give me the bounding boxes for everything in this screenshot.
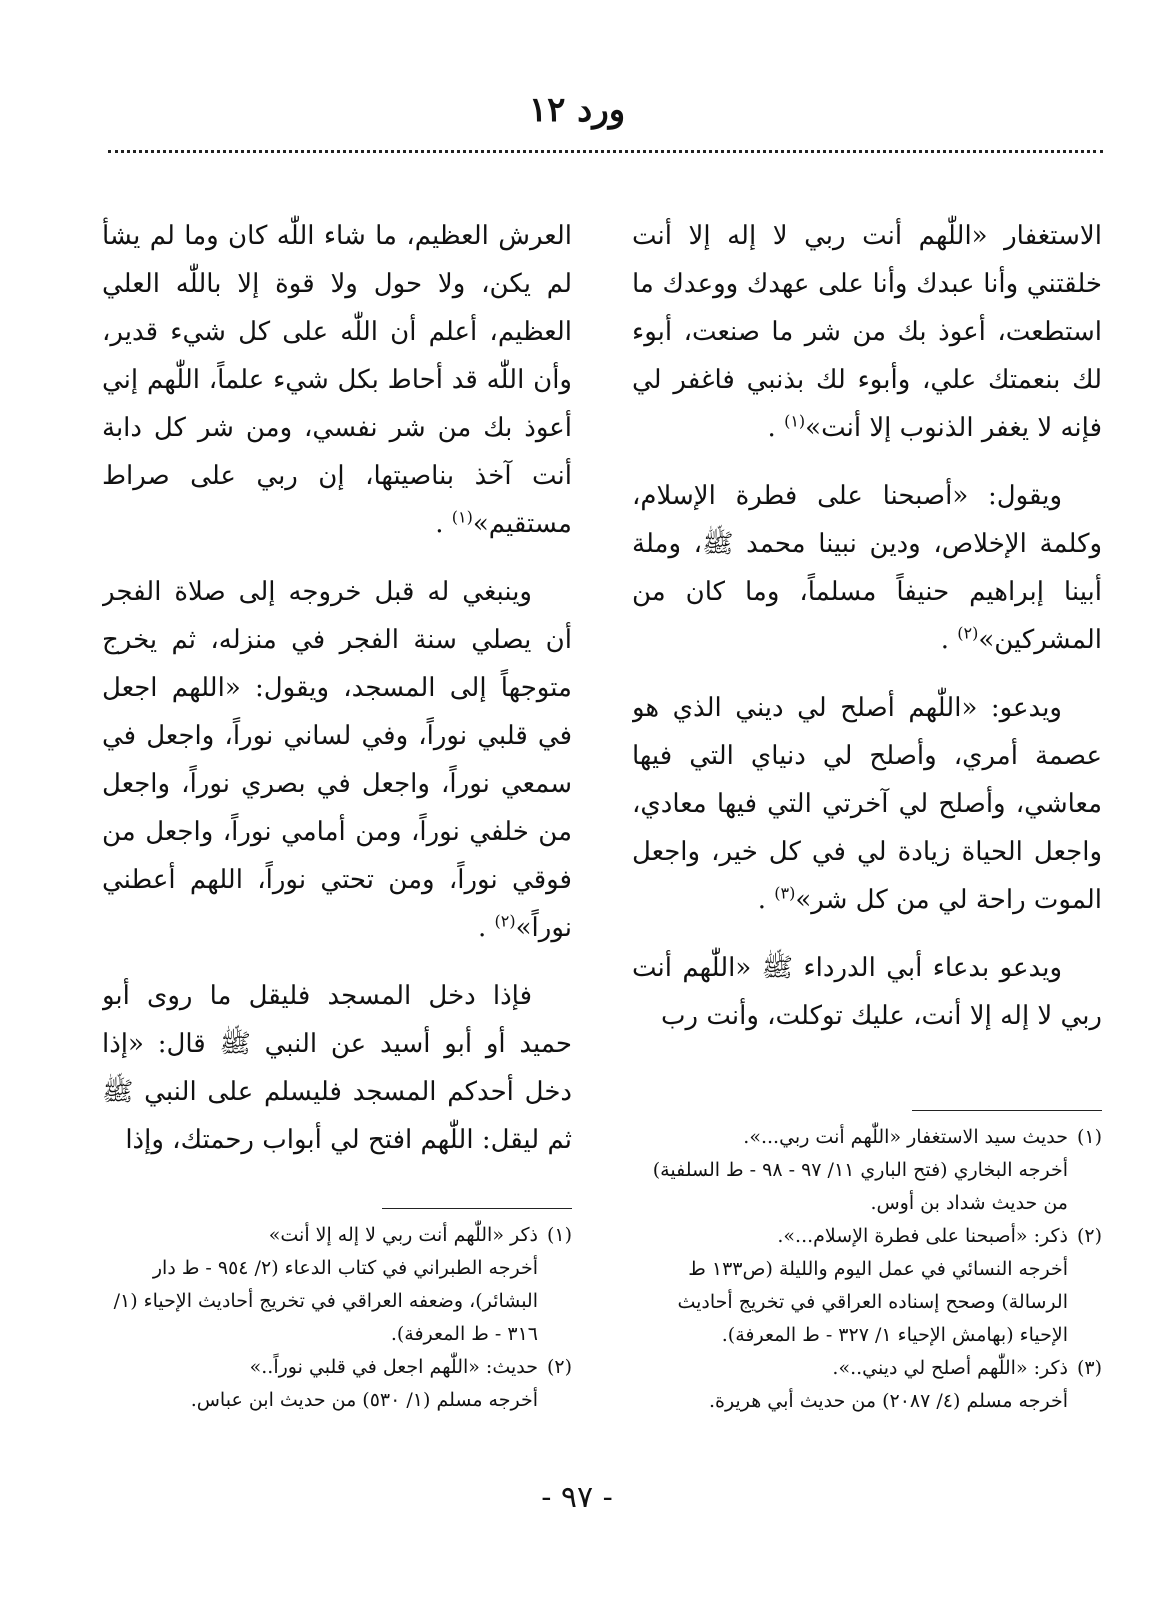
right-column xyxy=(632,212,1102,1092)
paragraph: فإذا دخل المسجد فليقل ما روى أبو حميد أو أبو أسيد عن النبي ﷺ قال: «إذا دخل أحدكم المسجد فليسلم على النبي ﷺ ثم ليقل: اللّٰهم افتح لي أبواب رحمتك، وإذا xyxy=(102,981,572,1155)
footnote: (٢)ذكر: «أصبحنا على فطرة الإسلام...». أخرجه النسائي في عمل اليوم والليلة (ص١٣٣ ط الرسالة) وصحح إسناده العراقي في تخريج أحاديث الإحياء (بهامش الإحياء ١/ ٣٢٧ - ط المعرفة). xyxy=(677,1225,1102,1346)
paragraph: ويدعو بدعاء أبي الدرداء ﷺ «اللّٰهم أنت ربي لا إله إلا أنت، عليك توكلت، وأنت رب xyxy=(632,953,1102,1031)
footnote: (٢)حديث: «اللّٰهم اجعل في قلبي نوراً..» أخرجه مسلم (١/ ٥٣٠) من حديث ابن عباس. xyxy=(190,1356,572,1411)
left-column-body xyxy=(102,212,572,1192)
footnote-ref: (٢) xyxy=(494,911,516,931)
right-column-body xyxy=(632,212,1102,1092)
footnote: (٣)ذكر: «اللّٰهم أصلح لي ديني..». أخرجه مسلم (٤/ ٢٠٨٧) من حديث أبي هريرة. xyxy=(708,1357,1102,1412)
right-footnotes xyxy=(632,1100,1102,1418)
footnote: (١)ذكر «اللّٰهم أنت ربي لا إله إلا أنت» أخرجه الطبراني في كتاب الدعاء (٢/ ٩٥٤ - ط دار البشائر)، وضعفه العراقي في تخريج أحاديث الإحياء (١/ ٣١٦ - ط المعرفة). xyxy=(113,1224,572,1345)
paragraph: ويقول: «أصبحنا على فطرة الإسلام، وكلمة الإخلاص، ودين نبينا محمد ﷺ، وملة أبينا إبراهيم حنيفاً مسلماً، وما كان من المشركين»$^{(٢)}$ . xyxy=(632,481,1102,655)
page-number: - ٩٧ - xyxy=(541,1480,613,1515)
left-footnotes xyxy=(102,1198,572,1417)
page-header-title: ورد ١٢ xyxy=(528,90,626,130)
left-column xyxy=(102,212,572,1192)
footnote-ref: (١) xyxy=(784,411,806,431)
paragraph: ويدعو: «اللّٰهم أصلح لي ديني الذي هو عصمة أمري، وأصلح لي دنياي التي فيها معاشي، وأصلح لي آخرتي التي فيها معادي، واجعل الحياة زيادة لي في كل خير، واجعل الموت راحة لي من كل شر»$^{(٣)}$ . xyxy=(632,693,1102,915)
footnote: (١)حديث سيد الاستغفار «اللّٰهم أنت ربي...». أخرجه البخاري (فتح الباري ١١/ ٩٧ - ٩٨ - ط السلفية) من حديث شداد بن أوس. xyxy=(652,1126,1102,1214)
footnote-divider xyxy=(382,1208,572,1209)
paragraph: الاستغفار «اللّٰهم أنت ربي لا إله إلا أنت خلقتني وأنا عبدك وأنا على عهدك ووعدك ما استطعت، أعوذ بك من شر ما صنعت، أبوء لك بنعمتك علي، وأبوء لك بذنبي فاغفر لي فإنه لا يغفر الذنوب إلا أنت»$^{(١)}$ . xyxy=(632,221,1102,443)
footnote-ref: (٣) xyxy=(774,883,796,903)
footnote-divider xyxy=(912,1110,1102,1111)
paragraph: العرش العظيم، ما شاء اللّٰه كان وما لم يشأ لم يكن، ولا حول ولا قوة إلا باللّٰه العلي العظيم، أعلم أن اللّٰه على كل شيء قدير، وأن اللّٰه قد أحاط بكل شيء علماً، اللّٰهم إني أعوذ بك من شر نفسي، ومن شر كل دابة أنت آخذ بناصيتها، إن ربي على صراط مستقيم»$^{(١)}$ . xyxy=(102,221,572,539)
header-dotted-rule xyxy=(108,150,1103,153)
footnote-ref: (٢) xyxy=(957,623,979,643)
footnote-ref: (١) xyxy=(451,507,473,527)
paragraph: وينبغي له قبل خروجه إلى صلاة الفجر أن يصلي سنة الفجر في منزله، ثم يخرج متوجهاً إلى المسجد، ويقول: «اللهم اجعل في قلبي نوراً، وفي لساني نوراً، واجعل في سمعي نوراً، واجعل في بصري نوراً، واجعل من خلفي نوراً، ومن أمامي نوراً، واجعل من فوقي نوراً، ومن تحتي نوراً، اللهم أعطني نوراً»$^{(٢)}$ . xyxy=(102,577,572,943)
